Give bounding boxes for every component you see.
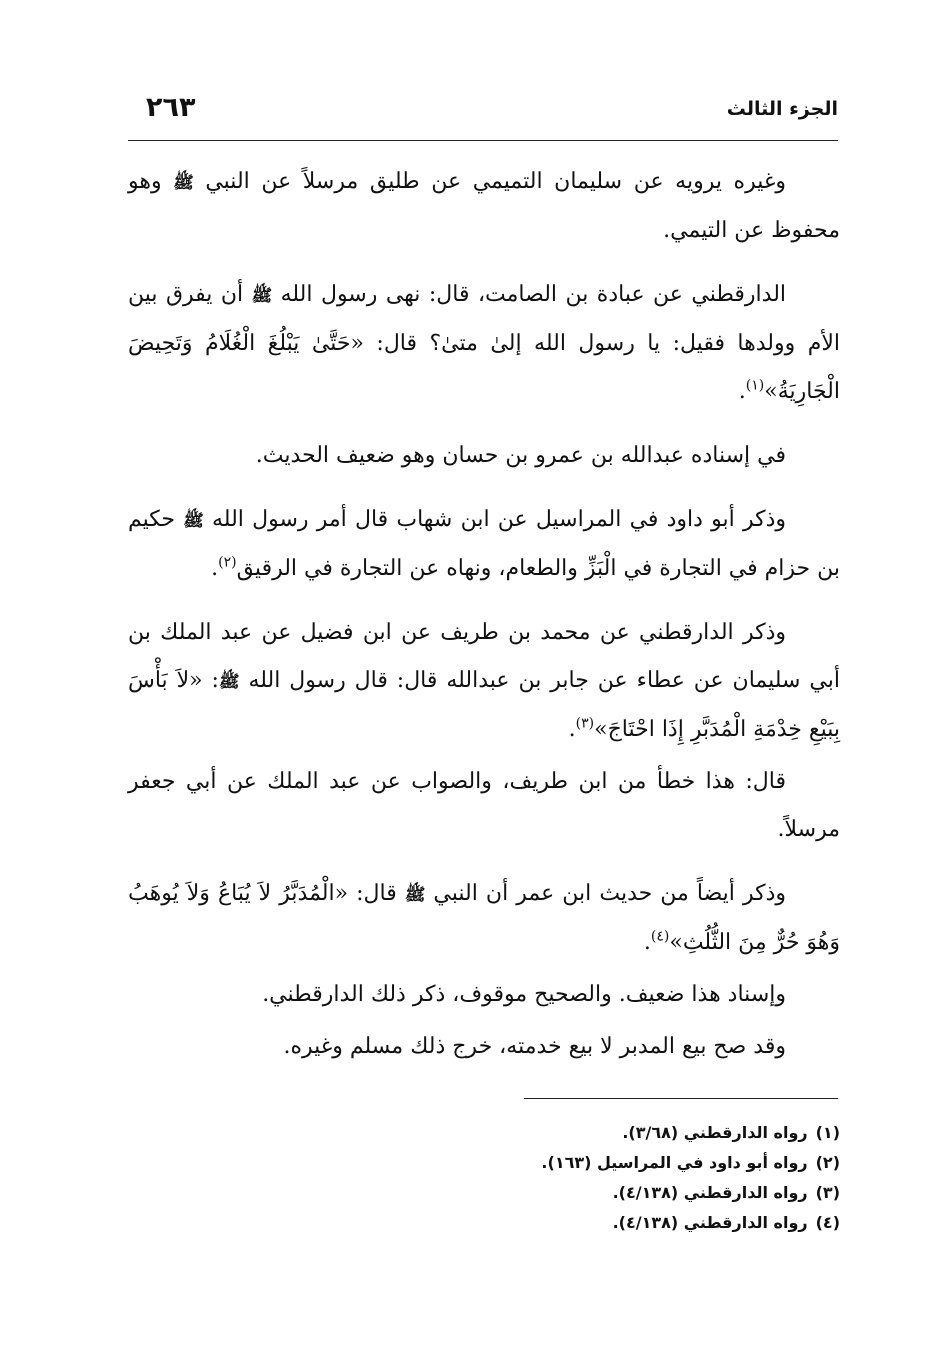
text-run: أن يفرق بين الأم وولدها فقيل: يا رسول الله إلىٰ متىٰ؟ قال: (128, 282, 840, 356)
hadith-quote: «الْمُدَبَّرُ لاَ يُبَاعُ وَلاَ يُوهَبُ وَهُوَ حُرٌّ مِنَ الثُّلُثِ» (128, 881, 840, 955)
running-title: الجزء الثالث (726, 98, 838, 120)
text-run: وذكر أيضاً من حديث ابن عمر أن النبي (425, 881, 786, 906)
text-run: . (568, 717, 576, 742)
paragraph (128, 496, 840, 593)
footnote-ref: (٣) (575, 715, 595, 732)
paragraph (128, 870, 840, 967)
text-run: في إسناده عبدالله بن عمرو بن حسان وهو ضعيف الحديث. (255, 443, 786, 468)
text-run: . (738, 379, 746, 404)
footnote-text: رواه أبو داود في المراسيل (١٦٣). (541, 1153, 808, 1172)
paragraph (128, 609, 840, 754)
text-run: الدارقطني عن عبادة بن الصامت، قال: نهى رسول الله (272, 282, 787, 307)
text-run: وذكر أبو داود في المراسيل عن ابن شهاب قال أمر رسول الله (203, 507, 787, 532)
text-run: قال: هذا خطأ من ابن طريف، والصواب عن عبد الملك عن أبي جعفر مرسلاً. (128, 769, 840, 842)
hadith-quote: الْبَزِّ (584, 556, 617, 581)
footnote (128, 1178, 840, 1208)
page-number: ٢٦٣ (146, 92, 196, 123)
text-run: وإسناد هذا ضعيف. والصحيح موقوف، ذكر ذلك الدارقطني. (262, 982, 786, 1007)
page-header (128, 92, 838, 132)
main-text (128, 158, 840, 1071)
text-run: وقد صح بيع المدبر لا بيع خدمته، خرج ذلك مسلم وغيره. (283, 1034, 786, 1059)
paragraph (128, 758, 840, 854)
text-run: : (202, 668, 219, 693)
footnote-text: رواه الدارقطني (٤/١٣٨). (612, 1213, 808, 1232)
salutation-glyph: ﷺ (404, 885, 426, 905)
text-run: قال: (348, 881, 405, 906)
salutation-glyph: ﷺ (218, 672, 240, 692)
footnote-number: (٣) (815, 1183, 840, 1202)
paragraph (128, 432, 840, 480)
hadith-quote: «لاَ بَأْسَ بِبَيْعِ خِدْمَةِ الْمُدَبَّرِ إِذَا احْتَاجَ» (128, 668, 840, 742)
footnote-ref: (٢) (218, 554, 237, 571)
footnote-text: رواه الدارقطني (٤/١٣٨). (612, 1183, 808, 1202)
footnote-number: (١) (815, 1123, 840, 1142)
text-run: والطعام، ونهاه عن التجارة في الرقيق (236, 556, 585, 581)
salutation-glyph: ﷺ (183, 511, 204, 531)
footnote-number: (٤) (815, 1213, 840, 1232)
header-divider (128, 140, 838, 141)
text-run: وذكر الدارقطني عن محمد بن طريف عن ابن فضيل عن عبد الملك بن أبي سليمان عن عطاء عن جابر بن عبدالله قال: قال رسول الله (128, 620, 841, 693)
paragraph (128, 971, 840, 1019)
footnote-text: رواه الدارقطني (٣/٦٨). (622, 1123, 808, 1142)
salutation-glyph: ﷺ (173, 173, 194, 193)
text-run: . (643, 930, 651, 955)
paragraph (128, 271, 840, 416)
text-run: وهو محفوظ عن التيمي. (128, 169, 840, 243)
footnote (128, 1208, 840, 1238)
text-run: حكيم بن حزام في التجارة في (128, 507, 840, 581)
hadith-quote: «حَتَّىٰ يَبْلُغَ الْغُلَامُ وَتَحِيضَ الْجَارِيَةُ» (128, 331, 840, 404)
footnote (128, 1148, 840, 1178)
text-run: وغيره يرويه عن سليمان التميمي عن طليق مرسلاً عن النبي (193, 169, 786, 194)
footnote (128, 1118, 840, 1148)
paragraph (128, 158, 840, 255)
footnote-ref: (١) (745, 377, 765, 394)
paragraph (128, 1023, 840, 1071)
footnotes (128, 1118, 840, 1238)
text-run: . (211, 556, 219, 581)
salutation-glyph: ﷺ (251, 286, 273, 306)
footnote-divider (524, 1098, 838, 1099)
footnote-number: (٢) (815, 1153, 840, 1172)
footnote-ref: (٤) (650, 928, 670, 945)
